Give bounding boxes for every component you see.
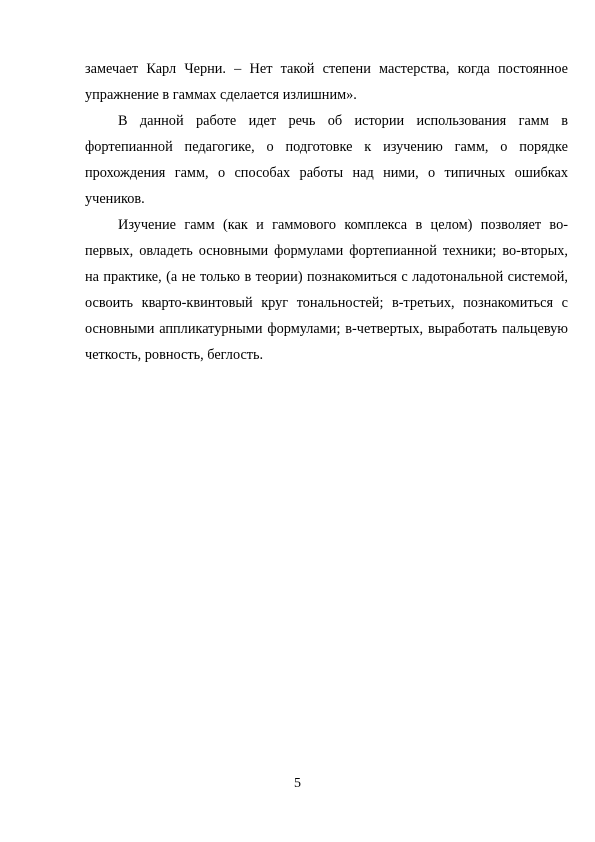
page-number: 5	[294, 776, 301, 791]
body-text	[85, 56, 568, 368]
paragraph-scales-benefits: Изучение гамм (как и гаммового комплекса в целом) позволяет во-первых, овладеть основными формулами фортепианной техники; во-вторых, на практике, (а не только в теории) познакомиться с ладотональной системой, освоить кварто-квинтовый круг тональностей; в-третьих, познакомиться с основными аппликатурными формулами; в-четвертых, выработать пальцевую четкость, ровность, беглость.	[85, 217, 568, 363]
paragraph-topic: В данной работе идет речь об истории использования гамм в фортепианной педагогике, о подготовке к изучению гамм, о порядке прохождения гамм, о способах работы над ними, о типичных ошибках учеников.	[85, 113, 568, 207]
paragraph-continuation: замечает Карл Черни. – Нет такой степени мастерства, когда постоянное упражнение в гаммах сделается излишним».	[85, 61, 568, 103]
